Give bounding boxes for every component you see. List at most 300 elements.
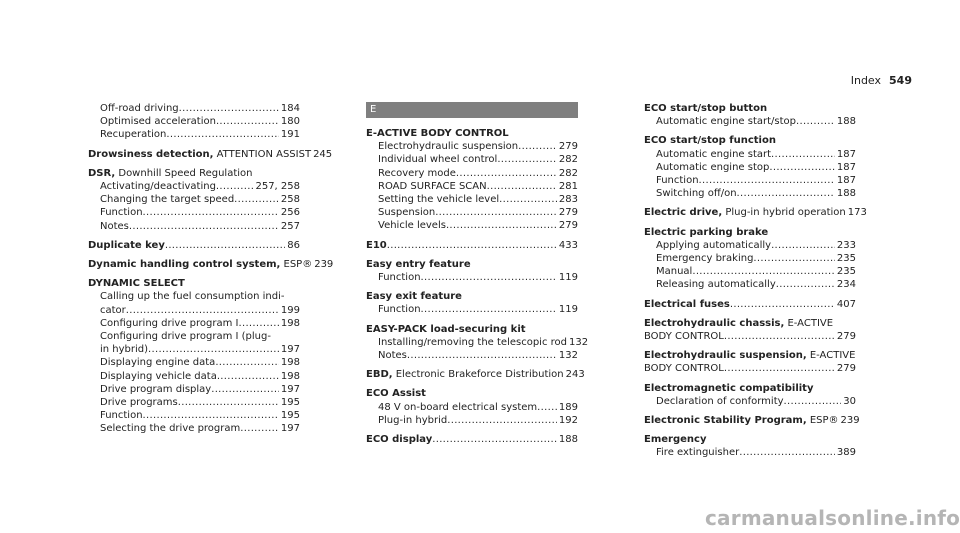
entry-text: Configuring drive program I (plug- [100, 331, 271, 343]
entry-term [644, 103, 767, 114]
index-entry [88, 370, 300, 383]
leader-dots [456, 167, 557, 180]
entry-text: ATTENTION ASSIST [213, 148, 312, 160]
entry-term [644, 350, 855, 361]
leader-dots [234, 193, 279, 206]
entry-text: Displaying vehicle data [100, 370, 217, 382]
index-column-2 [366, 102, 589, 446]
header-title: Index [850, 74, 882, 87]
index-entry [366, 401, 578, 414]
entry-text: Function [656, 175, 699, 187]
entry-keyword: Emergency [644, 434, 707, 446]
leader-dots [435, 206, 557, 219]
entry-term [366, 433, 432, 446]
entry-page-ref[interactable]: 198 [280, 317, 300, 329]
entry-term [644, 383, 813, 394]
index-entry [88, 422, 300, 435]
entry-page-ref[interactable]: 233 [836, 239, 856, 251]
entry-text: Declaration of conformity [656, 395, 784, 407]
entry-term [644, 318, 833, 329]
entry-keyword: ECO start/stop button [644, 103, 768, 114]
entry-term [100, 331, 271, 342]
entry-page-ref[interactable]: 256 [280, 207, 300, 219]
entry-page-ref[interactable]: 407 [836, 298, 856, 310]
entry-text: E-ACTIVE [806, 350, 856, 362]
entry-page-ref[interactable]: 187 [836, 148, 856, 160]
entry-term [644, 414, 839, 427]
index-entry [644, 148, 856, 161]
leader-dots [699, 174, 835, 187]
index-entry [366, 336, 589, 349]
entry-text: BODY CONTROL [644, 363, 724, 375]
entry-page-ref[interactable]: 279 [558, 141, 578, 153]
leader-dots [387, 239, 557, 252]
index-entry [644, 161, 856, 174]
entry-term [378, 180, 487, 193]
entry-text: Displaying engine data [100, 357, 216, 369]
leader-dots [216, 115, 279, 128]
leader-dots [240, 422, 279, 435]
entry-page-ref[interactable]: 283 [558, 194, 578, 206]
entry-keyword: EASY-PACK load-securing kit [366, 323, 526, 335]
entry-term [378, 153, 497, 166]
entry-term [100, 291, 285, 302]
index-entry [644, 174, 856, 187]
index-entry [644, 265, 856, 278]
entry-page-ref[interactable]: 389 [836, 447, 856, 459]
entry-text: Function [378, 304, 421, 316]
entry-term [378, 219, 446, 232]
entry-term [378, 401, 537, 414]
entry-keyword: Electric parking brake [644, 226, 769, 238]
entry-term [644, 206, 846, 219]
entry-term [366, 128, 509, 139]
leader-dots [771, 148, 835, 161]
entry-keyword: EBD, [366, 369, 393, 381]
index-entry [366, 206, 578, 219]
entry-text: Calling up the fuel consumption indi- [100, 291, 285, 303]
entry-page-ref[interactable]: 235 [836, 253, 856, 265]
entry-term [378, 193, 499, 206]
entry-term [366, 368, 564, 381]
entry-keyword: ECO Assist [366, 388, 426, 400]
index-entry [366, 219, 578, 232]
leader-dots [446, 219, 557, 232]
entry-page-ref[interactable]: 119 [558, 272, 578, 284]
leader-dots [148, 343, 279, 356]
index-entry [644, 239, 856, 252]
entry-page-ref[interactable]: 279 [558, 207, 578, 219]
index-entry [366, 414, 578, 427]
entry-page-ref[interactable]: 187 [836, 161, 856, 173]
leader-dots [407, 349, 557, 362]
entry-term [656, 115, 796, 128]
entry-text: Notes [378, 350, 407, 362]
index-entry [366, 180, 578, 193]
entry-text: Manual [656, 266, 693, 278]
entry-term [88, 239, 165, 252]
entry-text: ESP® [280, 259, 313, 271]
index-entry [366, 284, 578, 303]
entry-keyword: DSR, [88, 167, 116, 179]
entry-text: Configuring drive program I [100, 317, 239, 329]
entry-text: Downhill Speed Regulation [115, 167, 253, 179]
index-entry [88, 383, 300, 396]
entry-text: Recuperation [100, 129, 167, 141]
index-entry [644, 376, 856, 395]
entry-text: Selecting the drive program [100, 423, 241, 435]
entry-term [378, 349, 407, 362]
entry-text: Suspension [378, 207, 436, 219]
leader-dots [487, 180, 557, 193]
leader-dots [178, 396, 279, 409]
entry-text: Vehicle levels [378, 220, 446, 232]
leader-dots [739, 446, 835, 459]
leader-dots [497, 153, 557, 166]
leader-dots [784, 395, 842, 408]
entry-page-ref[interactable]: 199 [280, 304, 300, 316]
leader-dots [771, 239, 835, 252]
entry-text: Function [100, 410, 143, 422]
entry-text: in hybrid) [100, 344, 149, 356]
index-entry [366, 167, 578, 180]
entry-term [378, 167, 456, 180]
entry-page-ref[interactable]: 234 [836, 279, 856, 291]
entry-page-ref[interactable]: 258 [280, 194, 300, 206]
entry-page-ref[interactable]: 132 [568, 336, 589, 348]
index-entry [88, 180, 300, 193]
entry-keyword: Duplicate key [88, 239, 165, 251]
entry-page-ref[interactable]: 180 [280, 116, 300, 128]
entry-text: ROAD SURFACE SCAN [378, 180, 487, 192]
page-number: 549 [889, 74, 912, 87]
entry-keyword: ECO start/stop function [644, 135, 776, 147]
entry-text: Function [100, 207, 143, 219]
entry-page-ref[interactable]: 243 [565, 369, 585, 381]
entry-term [366, 291, 462, 302]
entry-term [100, 409, 143, 422]
entry-term [100, 383, 211, 396]
index-entry [88, 343, 300, 356]
leader-dots [432, 433, 557, 446]
leader-dots [166, 128, 279, 141]
entry-page-ref[interactable]: 86 [287, 239, 300, 251]
entry-page-ref[interactable]: 195 [280, 397, 300, 409]
entry-term [378, 303, 421, 316]
index-entry [88, 128, 300, 141]
entry-page-ref[interactable]: 173 [847, 207, 867, 219]
index-entry [366, 381, 578, 400]
entry-page-ref[interactable]: 245 [313, 148, 333, 160]
leader-dots [447, 414, 557, 427]
entry-keyword: Easy exit feature [366, 291, 462, 303]
entry-term [88, 148, 311, 161]
leader-dots [217, 370, 279, 383]
entry-text: ESP® [806, 415, 839, 427]
entry-text: Activating/deactivating [100, 181, 216, 193]
entry-term [644, 298, 730, 311]
entry-term [378, 206, 435, 219]
entry-page-ref[interactable]: 187 [836, 175, 856, 187]
index-entry [644, 395, 856, 408]
index-entry [88, 233, 300, 252]
entry-term [100, 128, 166, 141]
entry-text: Installing/removing the telescopic rod [378, 336, 567, 348]
entry-page-ref[interactable]: 235 [836, 266, 856, 278]
entry-page-ref[interactable]: 433 [558, 239, 578, 251]
entry-text: Automatic engine start/stop [656, 116, 797, 128]
entry-page-ref[interactable]: 239 [840, 415, 860, 427]
index-entry [88, 317, 300, 330]
leader-dots [421, 303, 557, 316]
entry-term [378, 414, 447, 427]
entry-keyword: Drowsiness detection, [88, 148, 214, 160]
entry-text: Drive programs [100, 397, 178, 409]
entry-term [644, 330, 724, 343]
section-letter-band [366, 102, 578, 118]
entry-text: Notes [100, 220, 129, 232]
leader-dots [129, 220, 279, 233]
index-entry [366, 121, 578, 140]
index-entry [88, 252, 334, 271]
index-entry [88, 115, 300, 128]
entry-text: Off-road driving [100, 103, 179, 114]
leader-dots [179, 102, 279, 115]
index-entry [366, 153, 578, 166]
entry-text: E-ACTIVE [784, 317, 834, 329]
section-letter: E [370, 104, 377, 115]
page-header [851, 74, 912, 87]
entry-term [656, 239, 771, 252]
entry-keyword: Electrical fuses [644, 298, 730, 310]
entry-keyword: Electric drive, [644, 207, 723, 219]
index-entry [88, 193, 300, 206]
index-entry [644, 278, 856, 291]
leader-dots [143, 409, 279, 422]
index-column-2-list [366, 102, 589, 446]
entry-text: Automatic engine start [656, 148, 772, 160]
leader-dots [796, 115, 835, 128]
entry-term [366, 324, 526, 335]
leader-dots [518, 140, 557, 153]
entry-term [100, 304, 126, 317]
entry-page-ref[interactable]: 132 [558, 350, 578, 362]
entry-term [366, 388, 426, 399]
leader-dots [165, 239, 285, 252]
index-entry [644, 311, 856, 330]
entry-page-ref[interactable]: 188 [836, 188, 856, 200]
entry-term [100, 206, 143, 219]
index-entry [88, 220, 300, 233]
entry-page-ref[interactable]: 279 [836, 363, 856, 375]
index-entry [88, 142, 333, 161]
entry-term [100, 343, 148, 356]
index-entry [366, 317, 578, 336]
leader-dots [211, 383, 279, 396]
entry-term [100, 396, 178, 409]
leader-dots [238, 317, 278, 330]
entry-keyword: Easy entry feature [366, 258, 471, 270]
index-entry [88, 271, 300, 290]
entry-text: cator [100, 304, 126, 316]
entry-text: Electrohydraulic suspension [378, 141, 519, 153]
index-entry [88, 206, 300, 219]
index-entry [366, 362, 585, 381]
leader-dots [730, 298, 835, 311]
entry-term [644, 434, 706, 445]
entry-page-ref[interactable]: 195 [280, 410, 300, 422]
entry-term [88, 168, 252, 179]
leader-dots [537, 401, 557, 414]
index-entry [644, 102, 856, 115]
entry-term [656, 395, 784, 408]
entry-term [100, 422, 240, 435]
index-entry [644, 128, 856, 147]
entry-text: Drive program display [100, 383, 212, 395]
entry-term [644, 135, 776, 146]
entry-term [88, 258, 312, 271]
entry-term [656, 187, 737, 200]
entry-text: Recovery mode [378, 167, 456, 179]
entry-term [644, 227, 768, 238]
entry-term [88, 278, 185, 289]
entry-page-ref[interactable]: 192 [558, 414, 578, 426]
leader-dots [215, 356, 279, 369]
leader-dots [769, 161, 835, 174]
leader-dots [737, 187, 835, 200]
entry-keyword: DYNAMIC SELECT [88, 278, 185, 290]
entry-term [100, 193, 234, 206]
index-column-3 [644, 102, 867, 460]
entry-page-ref[interactable]: 191 [280, 129, 300, 141]
entry-term [100, 356, 215, 369]
index-entry [366, 193, 578, 206]
index-entry [366, 271, 578, 284]
entry-page-ref[interactable]: 257 [280, 220, 300, 232]
index-entry [366, 233, 578, 252]
leader-dots [216, 180, 254, 193]
index-entry [644, 427, 856, 446]
entry-text: Fire extinguisher [656, 447, 740, 459]
entry-page-ref[interactable]: 282 [558, 154, 578, 166]
entry-term [656, 174, 699, 187]
index-entry [644, 343, 856, 362]
entry-text: Function [378, 272, 421, 284]
index-entry [88, 102, 300, 115]
entry-page-ref[interactable]: 279 [836, 331, 856, 343]
index-entry [644, 115, 856, 128]
index-entry [88, 396, 300, 409]
entry-term [100, 102, 179, 115]
entry-term [366, 259, 471, 270]
index-entry [88, 304, 300, 317]
entry-term [366, 239, 387, 252]
entry-page-ref[interactable]: 30 [843, 395, 856, 407]
entry-keyword: Dynamic handling control system, [88, 259, 281, 271]
leader-dots [499, 193, 557, 206]
index-entry [366, 140, 578, 153]
index-entry [88, 290, 300, 303]
entry-text: BODY CONTROL [644, 331, 724, 343]
entry-term [100, 180, 216, 193]
entry-page-ref[interactable]: 198 [280, 370, 300, 382]
leader-dots [724, 362, 835, 375]
entry-text: Switching off/on [656, 188, 737, 200]
leader-dots [692, 265, 835, 278]
entry-text: Releasing automatically [656, 279, 776, 291]
entry-term [378, 336, 567, 349]
entry-term [100, 220, 129, 233]
entry-keyword: E-ACTIVE BODY CONTROL [366, 128, 509, 139]
index-column-1 [88, 102, 334, 436]
entry-keyword: Electrohydraulic suspension, [644, 350, 807, 362]
entry-term [378, 140, 518, 153]
entry-term [656, 161, 769, 174]
entry-term [100, 115, 216, 128]
index-entry [644, 220, 856, 239]
leader-dots [126, 304, 279, 317]
watermark: carmanualsonline.info [705, 506, 960, 530]
entry-text: Applying automatically [656, 239, 772, 251]
leader-dots [776, 278, 835, 291]
entry-text: Changing the target speed [100, 194, 235, 206]
entry-page-ref[interactable]: 197 [280, 344, 300, 356]
entry-term [100, 317, 238, 330]
index-entry [366, 303, 578, 316]
entry-page-ref[interactable]: 188 [558, 434, 578, 446]
leader-dots [753, 252, 834, 265]
entry-term [644, 362, 724, 375]
leader-dots [143, 206, 279, 219]
entry-term [100, 370, 217, 383]
index-entry [88, 161, 300, 180]
entry-term [656, 265, 692, 278]
entry-page-ref[interactable]: 279 [558, 220, 578, 232]
entry-page-ref[interactable]: 281 [558, 180, 578, 192]
entry-text: Automatic engine stop [656, 161, 770, 173]
entry-page-ref[interactable]: 188 [836, 116, 856, 128]
index-entry [644, 292, 856, 311]
entry-text: Optimised acceleration [100, 116, 216, 128]
entry-keyword: Electronic Stability Program, [644, 415, 807, 427]
entry-term [656, 278, 776, 291]
entry-page-ref[interactable]: 197 [280, 383, 300, 395]
index-entry [366, 252, 578, 271]
entry-page-ref[interactable]: 282 [558, 167, 578, 179]
entry-page-ref[interactable]: 119 [558, 304, 578, 316]
index-entry [88, 409, 300, 422]
entry-page-ref[interactable]: 198 [280, 357, 300, 369]
leader-dots [724, 330, 835, 343]
index-entry [366, 427, 578, 446]
entry-page-ref[interactable]: 239 [314, 259, 334, 271]
entry-page-ref[interactable]: 197 [280, 423, 300, 435]
entry-page-ref[interactable]: 184 [280, 103, 300, 114]
index-entry [644, 200, 867, 219]
index-entry [644, 446, 856, 459]
leader-dots [421, 271, 557, 284]
index-entry [88, 356, 300, 369]
entry-keyword: Electrohydraulic chassis, [644, 317, 785, 329]
entry-text: 48 V on-board electrical system [378, 401, 538, 413]
entry-page-ref[interactable]: 257, 258 [255, 181, 300, 193]
index-entry [644, 408, 860, 427]
entry-text: Plug-in hybrid [378, 414, 448, 426]
entry-page-ref[interactable]: 189 [558, 401, 578, 413]
entry-term [656, 148, 771, 161]
entry-text: Individual wheel control [378, 154, 498, 166]
entry-text: Plug-in hybrid operation [722, 207, 846, 219]
